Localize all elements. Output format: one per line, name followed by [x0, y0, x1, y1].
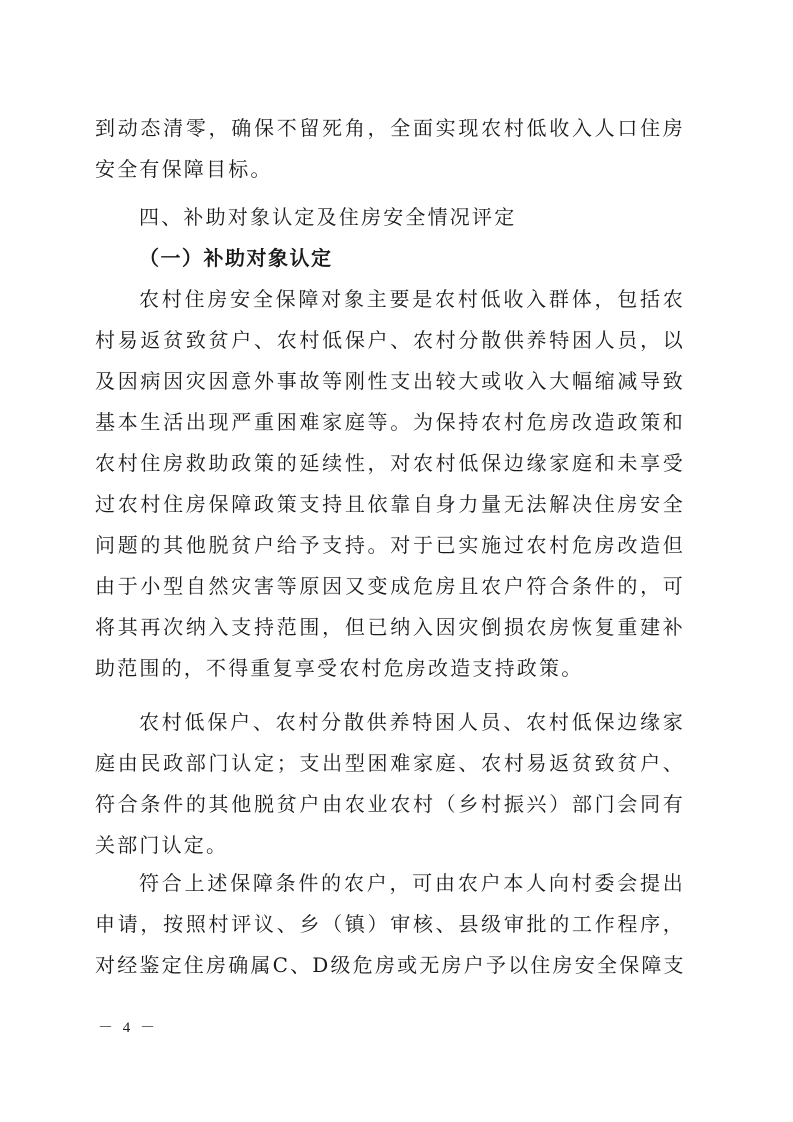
text-line: 问题的其他脱贫户给予支持。对于已实施过农村危房改造但 [95, 533, 685, 557]
section-heading: 四、补助对象认定及住房安全情况评定 [139, 205, 517, 229]
text-line: 基本生活出现严重困难家庭等。为保持农村危房改造政策和 [95, 410, 685, 434]
paragraph-application [95, 863, 685, 986]
text-line: 符合条件的其他脱贫户由农业农村（乡村振兴）部门会同有 [95, 792, 685, 816]
text-line: 农村住房救助政策的延续性，对农村低保边缘家庭和未享受 [95, 451, 685, 475]
text-line: 村易返贫致贫户、农村低保户、农村分散供养特困人员，以 [95, 328, 685, 352]
page-number: － 4 － [98, 1020, 159, 1036]
text-line: 对经鉴定住房确属C、D级危房或无房户予以住房安全保障支 [95, 953, 686, 977]
subsection-heading: （一）补助对象认定 [139, 246, 333, 270]
text-line: 由于小型自然灾害等原因又变成危房且农户符合条件的，可 [95, 574, 685, 598]
text-line: 农村低保户、农村分散供养特困人员、农村低保边缘家 [139, 710, 685, 734]
text-line: 关部门认定。 [95, 833, 229, 857]
paragraph-continuation [95, 108, 685, 190]
text-line: 到动态清零，确保不留死角，全面实现农村低收入人口住房 [95, 116, 685, 140]
text-line: 过农村住房保障政策支持且依靠自身力量无法解决住房安全 [95, 492, 685, 516]
text-line: 农村住房安全保障对象主要是农村低收入群体，包括农 [139, 287, 685, 311]
paragraph-beneficiaries [95, 279, 685, 689]
text-line: 符合上述保障条件的农户，可由农户本人向村委会提出 [139, 871, 685, 895]
text-line: 将其再次纳入支持范围，但已纳入因灾倒损农房恢复重建补 [95, 615, 685, 639]
paragraph-certification [95, 702, 685, 866]
text-line: 安全有保障目标。 [95, 157, 273, 181]
text-line: 申请，按照村评议、乡（镇）审核、县级审批的工作程序， [95, 912, 685, 936]
text-line: 助范围的，不得重复享受农村危房改造支持政策。 [95, 656, 584, 680]
text-line: 庭由民政部门认定；支出型困难家庭、农村易返贫致贫户、 [95, 751, 685, 775]
text-line: 及因病因灾因意外事故等刚性支出较大或收入大幅缩减导致 [95, 369, 685, 393]
